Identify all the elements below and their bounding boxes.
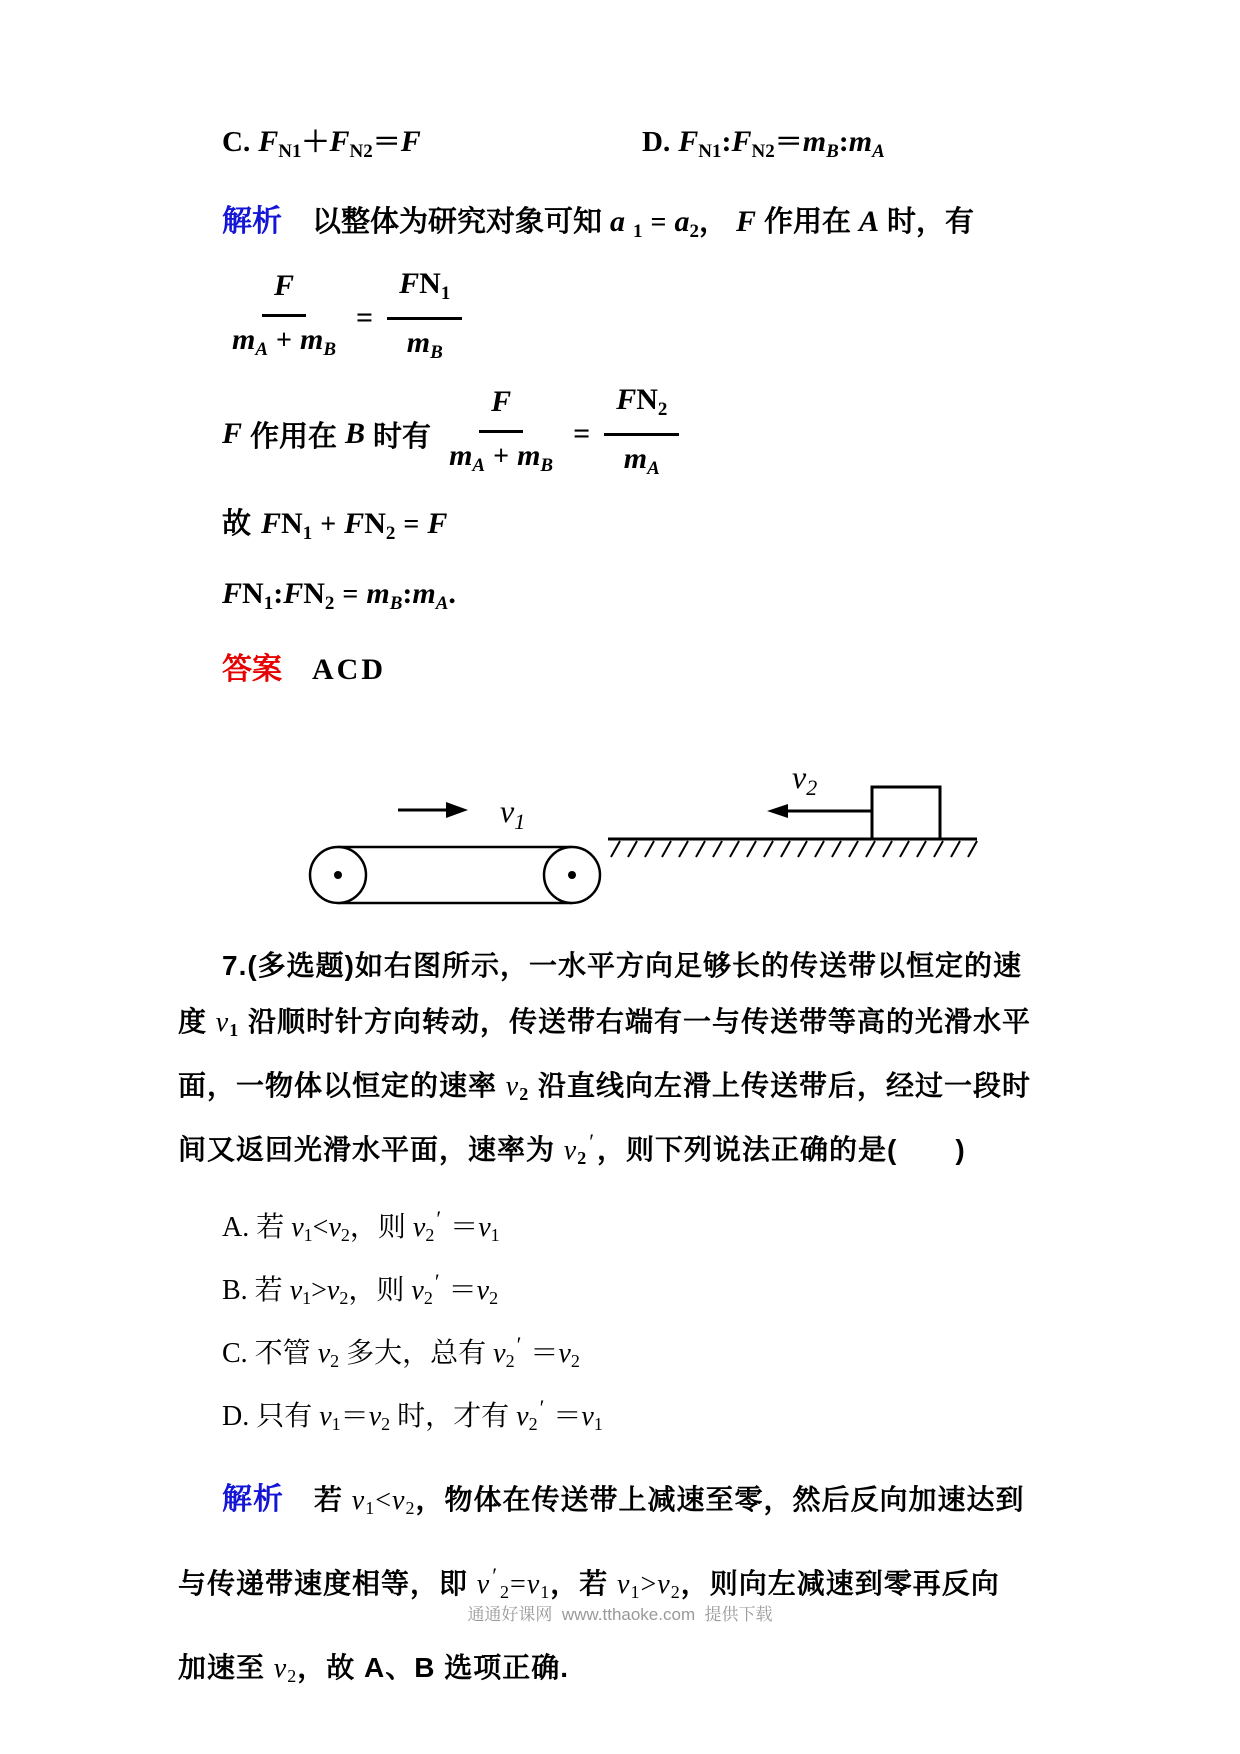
question-line: 间又返回光滑水平面，速率为 $v_2'$，则下列说法正确的是( ) xyxy=(178,1128,966,1168)
velocity-var: v xyxy=(505,1071,520,1102)
analysis-line: 加速至 $v_2$，故 A、B 选项正确. xyxy=(178,1652,569,1686)
formula-var: F xyxy=(678,125,699,158)
formula-var: m xyxy=(300,323,324,356)
formula-sub: 1 xyxy=(440,282,451,304)
formula-var: m xyxy=(232,323,256,356)
formula-var: F xyxy=(736,205,757,238)
formula-sub: B xyxy=(430,341,443,363)
equals-operator: = xyxy=(403,509,420,540)
formula-sub: 2 xyxy=(324,593,335,614)
plus-operator: + xyxy=(493,441,510,472)
block xyxy=(872,787,940,839)
formula-sub: 1 xyxy=(302,523,313,544)
formula-var: F xyxy=(399,266,420,300)
formula-var: F xyxy=(400,125,421,158)
belt-diagram xyxy=(308,738,988,910)
formula-var: a xyxy=(674,205,690,238)
colon: : xyxy=(838,125,849,158)
formula-var: a xyxy=(610,205,626,238)
less-than: < xyxy=(312,1212,329,1243)
option-c xyxy=(222,120,642,174)
option-d2: D. 只有 $v_1=v_2$ 时，才有 $v_2' =v_1$ xyxy=(222,1394,603,1434)
v2-label: $v_2$ xyxy=(792,759,818,800)
formula-var: m xyxy=(406,325,431,359)
equals-operator: ＝ xyxy=(340,1401,369,1432)
formula-var: m xyxy=(366,577,390,610)
formula-sub: N2 xyxy=(349,141,373,162)
formula-var: m xyxy=(623,441,648,475)
formula-sub: 2 xyxy=(657,398,668,420)
answer-value: ACD xyxy=(312,653,386,686)
equals-operator: ＝ xyxy=(443,1212,479,1243)
footer-credit: 通通好课网 www.tthaoke.com 提供下载 xyxy=(467,1605,773,1624)
velocity-var: v xyxy=(215,1007,230,1038)
formula-var: F xyxy=(274,269,295,302)
colon: : xyxy=(402,577,413,610)
formula-sub: B xyxy=(323,339,337,360)
formula-var: F xyxy=(283,577,304,610)
question-line: 面，一物体以恒定的速率 $v_2$ 沿直线向左滑上传送带后，经过一段时 xyxy=(178,1070,1032,1104)
analysis-text: 时有 xyxy=(373,420,432,453)
formula-var: F xyxy=(427,507,448,540)
prime-mark: ′ xyxy=(492,1562,499,1588)
formula-var: m xyxy=(802,125,827,158)
equals-operator: ＝ xyxy=(372,127,401,158)
v1-label: $v_1$ xyxy=(500,793,526,834)
question-line: 7.(多选题)如右图所示，一水平方向足够长的传送带以恒定的速 xyxy=(222,950,1023,981)
formula-var: N xyxy=(303,577,325,610)
plus-operator: + xyxy=(320,509,337,540)
formula-sub: A xyxy=(255,339,269,360)
analysis-text: 以整体为研究对象可知 xyxy=(312,206,603,238)
plus-operator: ＋ xyxy=(301,127,330,158)
formula-sub: A xyxy=(472,455,486,476)
formula-var: B xyxy=(345,417,366,450)
formula-var: F xyxy=(616,382,637,416)
formula-var: m xyxy=(449,439,473,472)
formula-sub: A xyxy=(872,141,885,162)
formula-sub: N1 xyxy=(278,141,302,162)
equals-operator: = xyxy=(510,1569,527,1600)
equals-operator: = xyxy=(573,417,591,450)
prime-mark: ′ xyxy=(516,1331,522,1357)
equation-a xyxy=(222,266,1070,370)
prime-mark: ′ xyxy=(539,1394,545,1420)
analysis-line: 解析 若 $v_1<v_2$，物体在传送带上减速至零，然后反向加速达到 xyxy=(222,1483,1025,1518)
formula-sub: A xyxy=(435,593,449,614)
greater-than: > xyxy=(640,1569,658,1600)
formula-sub: 2 xyxy=(689,221,699,242)
greater-than: > xyxy=(311,1275,327,1306)
formula-var: m xyxy=(848,125,873,158)
option-a: A. 若 $v_1<v_2$，则 $v_2' =v_1$ xyxy=(222,1205,500,1245)
equals-operator: = xyxy=(650,207,667,238)
fraction-right xyxy=(387,266,462,371)
formula-var: F xyxy=(261,507,282,540)
equals-operator: = xyxy=(356,301,374,334)
formula-var: N xyxy=(242,577,264,610)
fraction-left xyxy=(226,268,342,368)
colon: : xyxy=(721,125,732,158)
formula-var: F xyxy=(491,385,512,418)
analysis-line: 与传递带速度相等，即 $v'_2=v_1$，若 $v_1>v_2$，则向左减速到零再反向 xyxy=(178,1562,1000,1602)
question-7-options xyxy=(178,1200,1070,1452)
question-7 xyxy=(178,938,1070,1186)
answer-row xyxy=(222,648,1070,693)
conclusion-text: 故 xyxy=(222,508,252,540)
formula-var: F xyxy=(731,125,752,158)
formula-var: F xyxy=(222,577,243,610)
formula-var: m xyxy=(412,577,436,610)
option-d-label: D. xyxy=(642,126,671,158)
prime-mark: ′ xyxy=(434,1268,440,1294)
velocity-var: v xyxy=(563,1135,578,1166)
equals-operator: = xyxy=(342,579,359,610)
analysis-1-intro xyxy=(222,200,1070,254)
analysis-text: 作用在 xyxy=(764,206,852,238)
formula-sub: 2 xyxy=(385,523,396,544)
equals-operator: ＝ xyxy=(546,1401,582,1432)
ground-surface xyxy=(608,839,977,857)
v2-arrow xyxy=(767,804,872,818)
equals-operator: ＝ xyxy=(523,1338,559,1369)
formula-sub: 1 xyxy=(263,593,274,614)
answer-label: 答案 xyxy=(222,653,282,686)
formula-var: F xyxy=(329,125,350,158)
formula-var: m xyxy=(517,439,541,472)
formula-sub: B xyxy=(389,593,403,614)
formula-var: N xyxy=(636,382,658,416)
formula-var: F xyxy=(344,507,365,540)
v1-arrow xyxy=(398,802,468,818)
colon: : xyxy=(273,577,284,610)
option-b: B. 若 $v_1>v_2$，则 $v_2' =v_2$ xyxy=(222,1268,499,1308)
formula-sub: B xyxy=(540,455,554,476)
conclusion-sum xyxy=(222,502,1070,556)
prime-mark: ′ xyxy=(589,1128,596,1154)
equals-operator: ＝ xyxy=(441,1275,477,1306)
options-c-d-row xyxy=(222,120,1070,174)
option-c2: C. 不管 $v_2$ 多大，总有 $v_2' =v_2$ xyxy=(222,1331,580,1371)
formula-var: F xyxy=(222,417,243,450)
formula-sub: N2 xyxy=(751,141,775,162)
plus-operator: + xyxy=(276,325,292,356)
formula-var: A xyxy=(859,205,880,238)
period: . xyxy=(448,577,456,610)
analysis-text: 作用在 xyxy=(250,420,338,453)
option-d xyxy=(642,125,885,162)
fraction-right xyxy=(604,382,679,487)
less-than: < xyxy=(375,1485,393,1516)
question-line: 度 $v_1$ 沿顺时针方向转动，传送带右端有一与传送带等高的光滑水平 xyxy=(178,1006,1032,1040)
formula-var: N xyxy=(419,266,441,300)
analysis-text: ， xyxy=(698,206,728,238)
formula-sub: 1 xyxy=(633,221,643,242)
analysis-text: 时，有 xyxy=(887,206,975,238)
formula-var: F xyxy=(258,125,279,158)
fraction-left xyxy=(443,384,559,484)
formula-sub: N1 xyxy=(698,141,722,162)
option-c-label: C. xyxy=(222,126,251,158)
conclusion-ratio xyxy=(222,572,1070,626)
equation-b xyxy=(222,382,1070,486)
hatch-marks xyxy=(611,841,977,857)
formula-var: N xyxy=(364,507,386,540)
analysis-label: 解析 xyxy=(222,1483,284,1516)
prime-mark: ′ xyxy=(436,1205,442,1231)
analysis-label: 解析 xyxy=(222,205,282,238)
formula-sub: B xyxy=(826,141,839,162)
analysis-2 xyxy=(178,1462,1070,1714)
equals-operator: ＝ xyxy=(774,127,803,158)
formula-sub: A xyxy=(647,457,660,479)
formula-var: N xyxy=(281,507,303,540)
conveyor-belt xyxy=(310,847,600,903)
